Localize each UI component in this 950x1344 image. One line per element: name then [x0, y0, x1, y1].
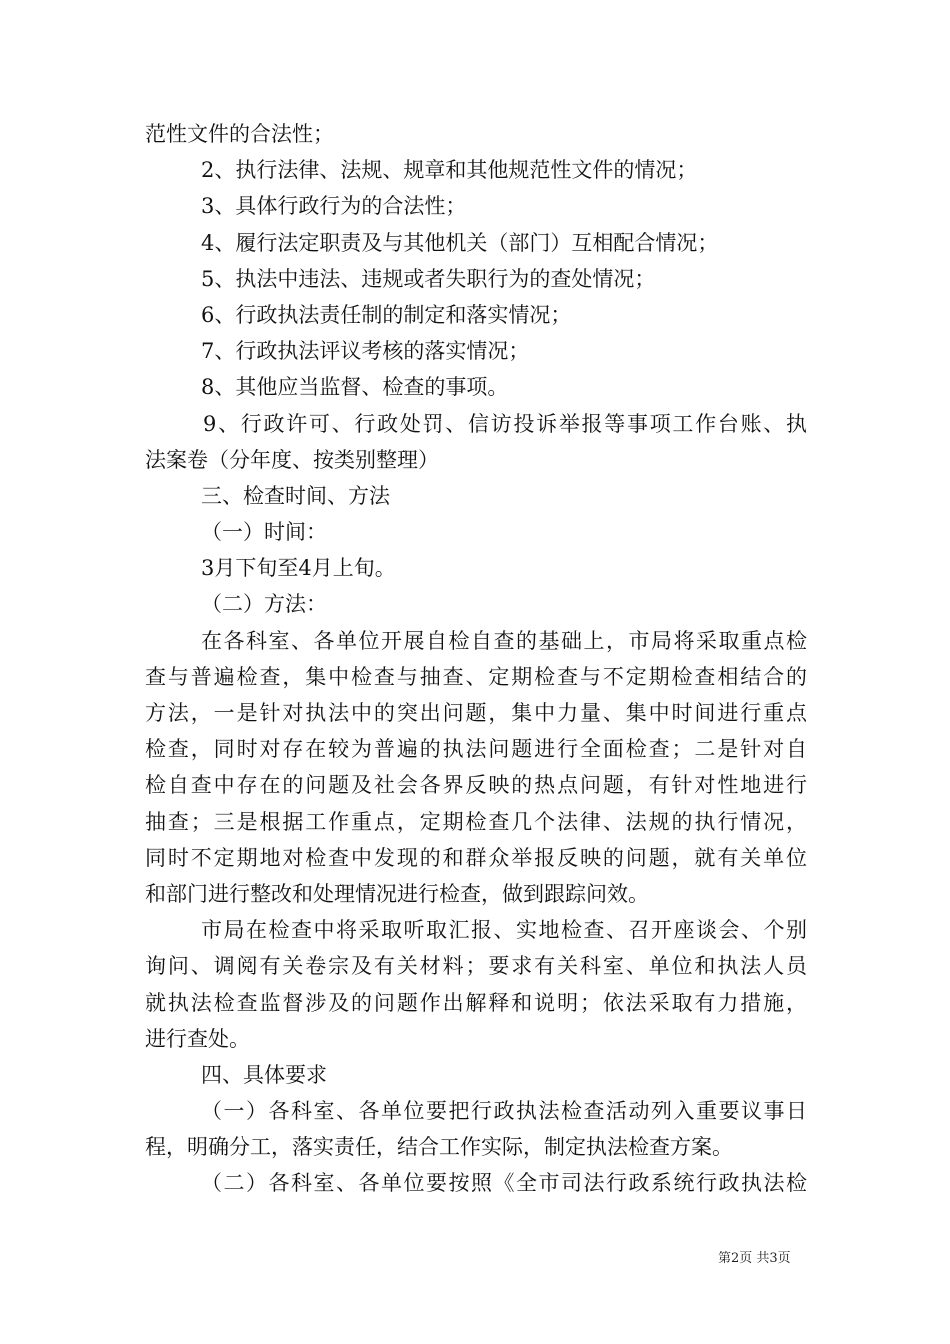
- subsection-heading: （一）时间：: [201, 520, 327, 545]
- text-line: 4、履行法定职责及与其他机关（部门）互相配合情况；: [201, 230, 719, 255]
- text-line: 在各科室、各单位开展自检自查的基础上，市局将采取重点检: [201, 628, 807, 653]
- text-line: 抽查；三是根据工作重点，定期检查几个法律、法规的执行情况，: [145, 809, 807, 834]
- subsection-heading: （二）方法：: [201, 592, 327, 617]
- text-line: 范性文件的合法性；: [145, 122, 334, 146]
- text-line: 3、具体行政行为的合法性；: [201, 194, 467, 219]
- text-line: 方法，一是针对执法中的突出问题，集中力量、集中时间进行重点: [145, 701, 807, 725]
- text-line: 法案卷（分年度、按类别整理）: [145, 447, 439, 472]
- text-line: 8、其他应当监督、检查的事项。: [201, 375, 509, 400]
- text-line: 9、行政许可、行政处罚、信访投诉举报等事项工作台账、执: [203, 411, 807, 436]
- text-line: 3月下旬至4月上旬。: [201, 556, 396, 581]
- text-line: 5、执法中违法、违规或者失职行为的查处情况；: [201, 266, 656, 291]
- text-line: 检查，同时对存在较为普遍的执法问题进行全面检查；二是针对自: [145, 737, 807, 762]
- text-line: 同时不定期地对检查中发现的和群众举报反映的问题，就有关单位: [145, 845, 807, 870]
- section-heading: 三、检查时间、方法: [201, 483, 390, 508]
- text-line: 和部门进行整改和处理情况进行检查，做到跟踪问效。: [145, 881, 649, 906]
- text-line: 查与普遍检查，集中检查与抽查、定期检查与不定期检查相结合的: [145, 664, 807, 689]
- text-line: 就执法检查监督涉及的问题作出解释和说明；依法采取有力措施，: [145, 990, 807, 1015]
- text-line: 检自查中存在的问题及社会各界反映的热点问题，有针对性地进行: [145, 773, 807, 798]
- text-line: 询问、调阅有关卷宗及有关材料；要求有关科室、单位和执法人员: [145, 954, 807, 979]
- document-body: [145, 116, 807, 1202]
- section-heading: 四、具体要求: [201, 1062, 327, 1087]
- text-line: 7、行政执法评议考核的落实情况；: [201, 339, 530, 364]
- text-line: 市局在检查中将采取听取汇报、实地检查、召开座谈会、个别: [201, 918, 807, 943]
- text-line: 6、行政执法责任制的制定和落实情况；: [201, 302, 572, 327]
- text-line: （一）各科室、各单位要把行政执法检查活动列入重要议事日: [201, 1099, 807, 1124]
- text-line: 2、执行法律、法规、规章和其他规范性文件的情况；: [201, 158, 698, 183]
- text-line: （二）各科室、各单位要按照《全市司法行政系统行政执法检: [201, 1171, 807, 1196]
- text-line: 进行查处。: [145, 1026, 250, 1051]
- text-line: 程，明确分工，落实责任，结合工作实际，制定执法检查方案。: [145, 1135, 733, 1160]
- page-number: 第2页 共3页: [718, 1251, 791, 1266]
